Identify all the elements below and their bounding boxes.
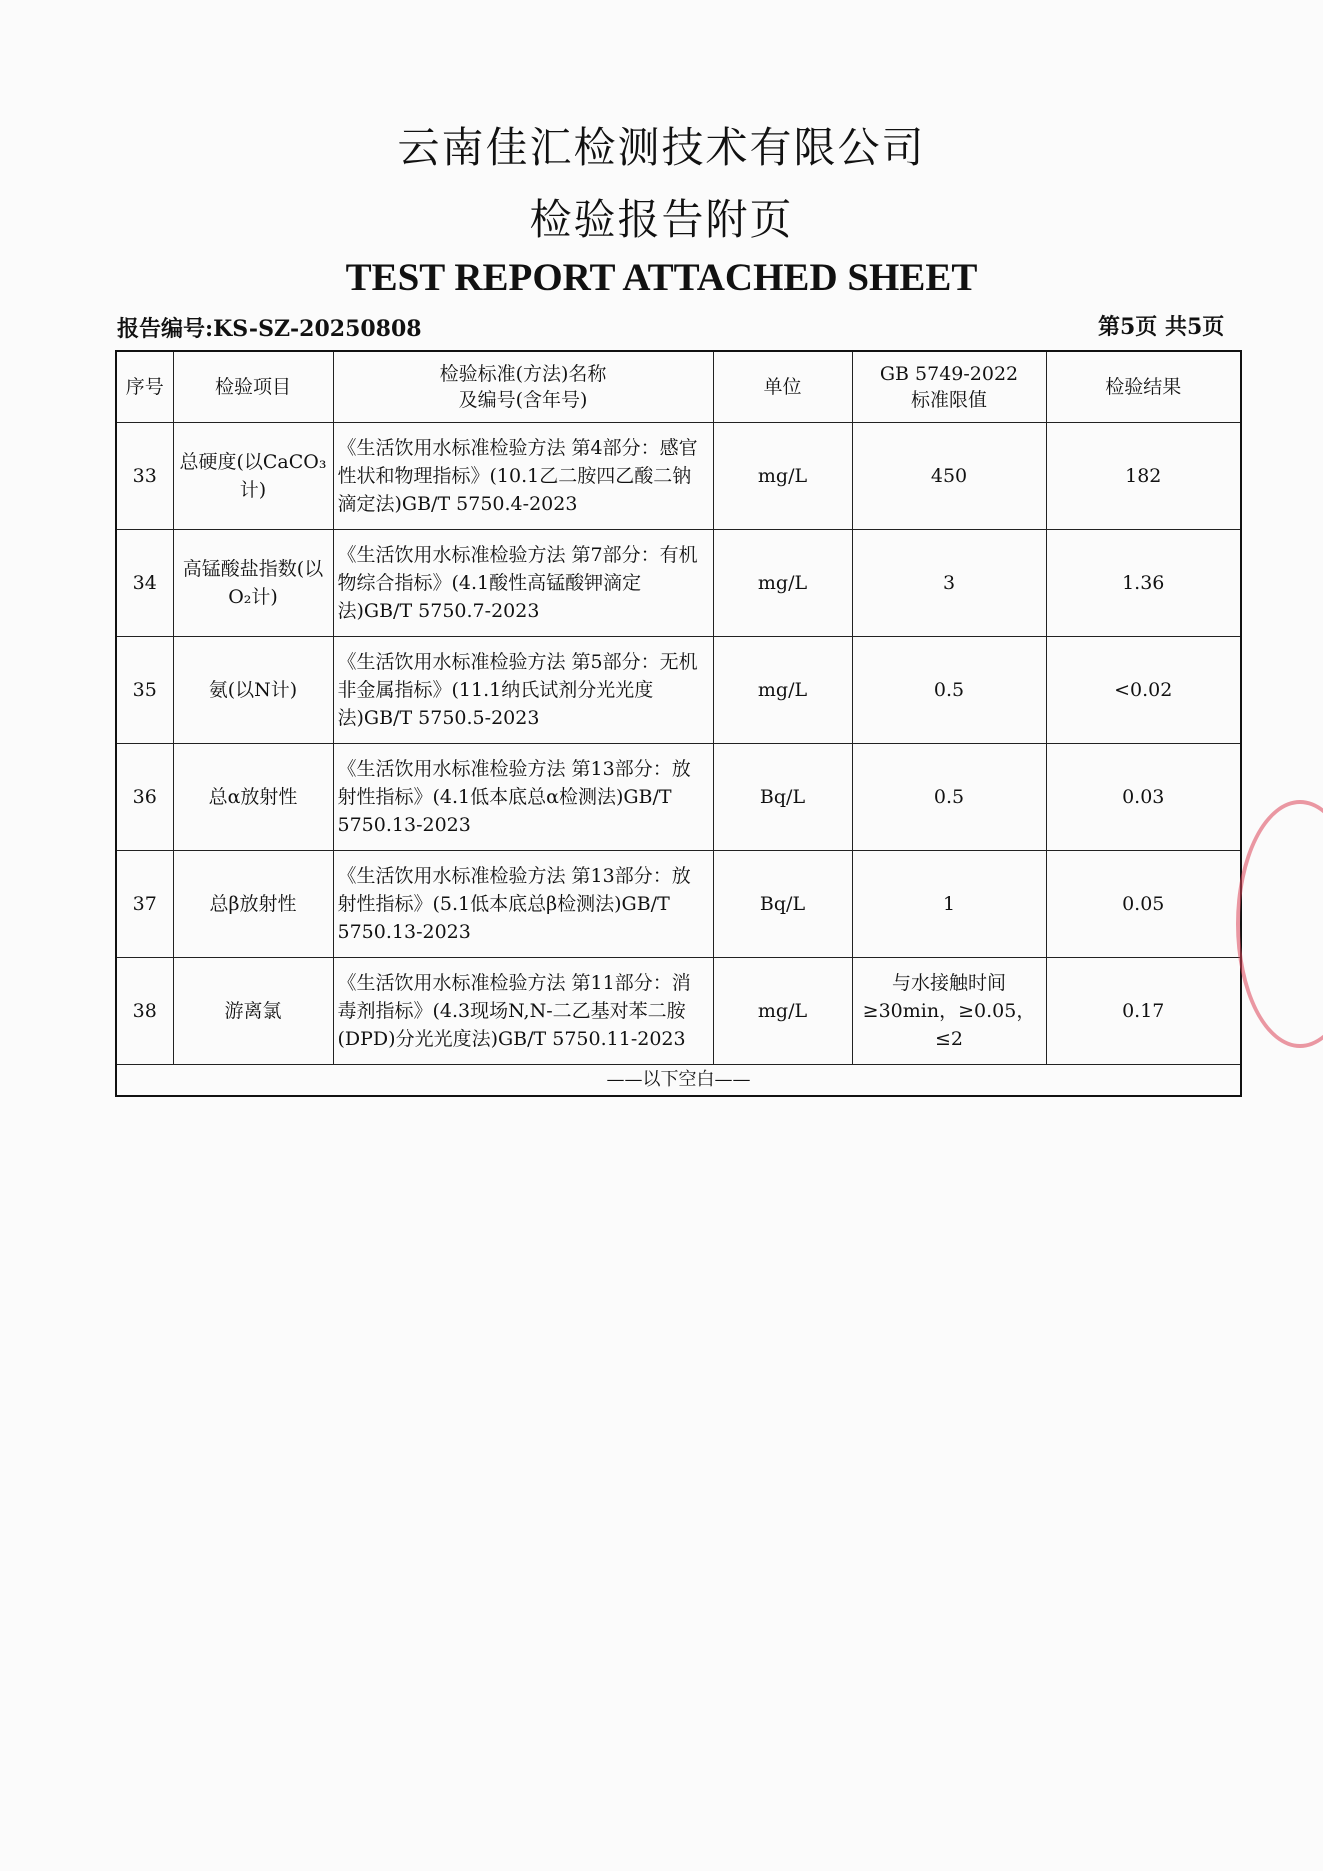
cell-limit: 0.5 [852, 744, 1046, 851]
header-no: 序号 [116, 351, 173, 423]
blank-below-note: ——以下空白—— [116, 1065, 1241, 1097]
table-row [116, 958, 1241, 1065]
company-seal-stamp [1236, 800, 1323, 1048]
cell-no: 38 [116, 958, 173, 1065]
cell-item: 总β放射性 [173, 851, 333, 958]
cell-result: 0.17 [1046, 958, 1241, 1065]
report-number: 报告编号:KS-SZ-20250808 [117, 316, 422, 342]
cell-no: 33 [116, 423, 173, 530]
cell-limit: 0.5 [852, 637, 1046, 744]
cell-result: 0.03 [1046, 744, 1241, 851]
cell-unit: mg/L [713, 530, 852, 637]
header-standard [333, 351, 713, 423]
results-table [115, 350, 1242, 1097]
cell-standard: 《生活饮用水标准检验方法 第7部分：有机物综合指标》(4.1酸性高锰酸钾滴定法)GB/T 5750.7-2023 [333, 530, 713, 637]
cell-standard: 《生活饮用水标准检验方法 第4部分：感官性状和物理指标》(10.1乙二胺四乙酸二钠滴定法)GB/T 5750.4-2023 [333, 423, 713, 530]
cell-limit: 与水接触时间≥30min，≥0.05，≤2 [852, 958, 1046, 1065]
header-limit [852, 351, 1046, 423]
header-standard-line1: 检验标准(方法)名称 [439, 363, 607, 385]
header-result: 检验结果 [1046, 351, 1241, 423]
table-header-row [116, 351, 1241, 423]
header-standard-line2: 及编号(含年号) [458, 389, 588, 411]
cell-standard: 《生活饮用水标准检验方法 第13部分：放射性指标》(5.1低本底总β检测法)GB/T 5750.13-2023 [333, 851, 713, 958]
cell-item: 氨(以N计) [173, 637, 333, 744]
cell-unit: Bq/L [713, 851, 852, 958]
cell-unit: mg/L [713, 637, 852, 744]
cell-result: 1.36 [1046, 530, 1241, 637]
cell-limit: 1 [852, 851, 1046, 958]
cell-standard: 《生活饮用水标准检验方法 第5部分：无机非金属指标》(11.1纳氏试剂分光光度法)GB/T 5750.5-2023 [333, 637, 713, 744]
cell-standard: 《生活饮用水标准检验方法 第13部分：放射性指标》(4.1低本底总α检测法)GB/T 5750.13-2023 [333, 744, 713, 851]
table-row [116, 423, 1241, 530]
cell-unit: mg/L [713, 958, 852, 1065]
table-row [116, 530, 1241, 637]
sheet-title-cn: 检验报告附页 [529, 195, 794, 244]
header-item: 检验项目 [173, 351, 333, 423]
header-limit-line2: 标准限值 [910, 389, 987, 411]
cell-no: 36 [116, 744, 173, 851]
cell-item: 高锰酸盐指数(以O₂计) [173, 530, 333, 637]
table-row [116, 637, 1241, 744]
cell-no: 37 [116, 851, 173, 958]
cell-limit: 450 [852, 423, 1046, 530]
sheet-title-en: TEST REPORT ATTACHED SHEET [345, 256, 978, 299]
table-footer-row [116, 1065, 1241, 1097]
cell-result: <0.02 [1046, 637, 1241, 744]
cell-unit: mg/L [713, 423, 852, 530]
cell-standard: 《生活饮用水标准检验方法 第11部分：消毒剂指标》(4.3现场N,N-二乙基对苯二胺(DPD)分光光度法)GB/T 5750.11-2023 [333, 958, 713, 1065]
cell-no: 35 [116, 637, 173, 744]
table-row [116, 851, 1241, 958]
cell-unit: Bq/L [713, 744, 852, 851]
cell-item: 总α放射性 [173, 744, 333, 851]
cell-result: 182 [1046, 423, 1241, 530]
cell-result: 0.05 [1046, 851, 1241, 958]
cell-limit: 3 [852, 530, 1046, 637]
page-indicator: 第5页 共5页 [1098, 314, 1225, 340]
header-unit: 单位 [713, 351, 852, 423]
header-limit-line1: GB 5749-2022 [879, 363, 1019, 385]
cell-item: 游离氯 [173, 958, 333, 1065]
company-name: 云南佳汇检测技术有限公司 [397, 123, 926, 172]
cell-item: 总硬度(以CaCO₃计) [173, 423, 333, 530]
table-row [116, 744, 1241, 851]
cell-no: 34 [116, 530, 173, 637]
